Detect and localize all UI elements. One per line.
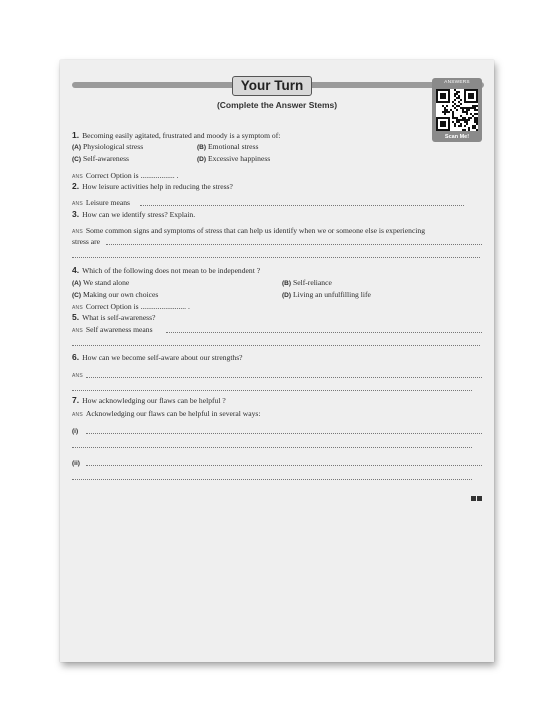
list-item-ii: (ii) — [72, 460, 80, 467]
answer-line[interactable] — [72, 479, 472, 480]
answer-stem-3: ANS Some common signs and symptoms of stress that can help us identify when we or someone else is experiencing — [72, 226, 426, 235]
ans-tag: ANS — [72, 305, 83, 311]
question-number: 6. — [72, 352, 80, 362]
option-d: (D) Living an unfulfilling life — [282, 290, 371, 299]
answer-line[interactable] — [72, 257, 480, 258]
section-title: Your Turn — [232, 76, 312, 96]
question-2 — [72, 182, 233, 191]
question-text: Becoming easily agitated, frustrated and moody is a symptom of: — [82, 131, 281, 140]
answer-line[interactable] — [106, 244, 482, 245]
question-text: How leisure activities help in reducing the stress? — [82, 182, 233, 191]
answer-stem-2[interactable]: ANS Leisure means — [72, 198, 130, 207]
option-c: (C) Making our own choices — [72, 290, 159, 299]
question-text: How acknowledging our flaws can be helpful ? — [82, 396, 226, 405]
option-b: (B) Self-reliance — [282, 278, 332, 287]
answer-stem-6 — [72, 370, 86, 381]
question-number: 4. — [72, 265, 80, 275]
qr-answers-panel[interactable] — [432, 78, 482, 142]
ans-tag: ANS — [72, 328, 83, 334]
answer-stem-3-cont: stress are — [72, 237, 101, 246]
question-number: 1. — [72, 130, 80, 140]
ans-tag: ANS — [72, 373, 83, 379]
question-text: How can we become self-aware about our strengths? — [82, 353, 243, 362]
option-b: (B) Emotional stress — [197, 142, 259, 151]
ans-tag: ANS — [72, 201, 83, 207]
end-marker-icon — [471, 488, 483, 493]
answer-line[interactable] — [166, 332, 482, 333]
question-number: 2. — [72, 181, 80, 191]
question-number: 3. — [72, 209, 80, 219]
answer-stem-4[interactable]: ANS Correct Option is ........................ . — [72, 302, 190, 311]
answer-line[interactable] — [86, 433, 482, 434]
ans-tag: ANS — [72, 412, 83, 418]
option-a: (A) Physiological stress — [72, 142, 144, 151]
option-c: (C) Self-awareness — [72, 154, 129, 163]
question-text: Which of the following does not mean to be independent ? — [82, 266, 261, 275]
question-6 — [72, 353, 243, 362]
answer-line[interactable] — [72, 345, 480, 346]
qr-code-icon — [436, 89, 478, 131]
answer-stem-7: ANS Acknowledging our flaws can be helpful in several ways: — [72, 409, 261, 418]
question-number: 5. — [72, 312, 80, 322]
question-5 — [72, 313, 155, 322]
ans-tag: ANS — [72, 229, 83, 235]
question-text: How can we identify stress? Explain. — [82, 210, 196, 219]
question-1 — [72, 131, 280, 140]
question-text: What is self-awareness? — [82, 313, 156, 322]
list-item-i: (i) — [72, 428, 79, 435]
question-number: 7. — [72, 395, 80, 405]
answer-line[interactable] — [72, 447, 472, 448]
ans-tag: ANS — [72, 174, 83, 180]
question-3 — [72, 210, 195, 219]
answer-line[interactable] — [86, 465, 482, 466]
worksheet-page — [60, 60, 494, 662]
answer-stem-1[interactable]: ANS Correct Option is .................. . — [72, 171, 179, 180]
qr-top-label: ANSWERS — [444, 80, 470, 85]
question-7 — [72, 396, 226, 405]
answer-line[interactable] — [86, 377, 482, 378]
question-4 — [72, 266, 260, 275]
option-a: (A) We stand alone — [72, 278, 130, 287]
option-d: (D) Excessive happiness — [197, 154, 271, 163]
qr-bottom-label: Scan Me! — [444, 134, 470, 140]
answer-line[interactable] — [72, 390, 472, 391]
answer-stem-5: ANS Self awareness means — [72, 325, 153, 334]
section-subtitle: (Complete the Answer Stems) — [216, 100, 338, 110]
answer-line[interactable] — [140, 205, 464, 206]
